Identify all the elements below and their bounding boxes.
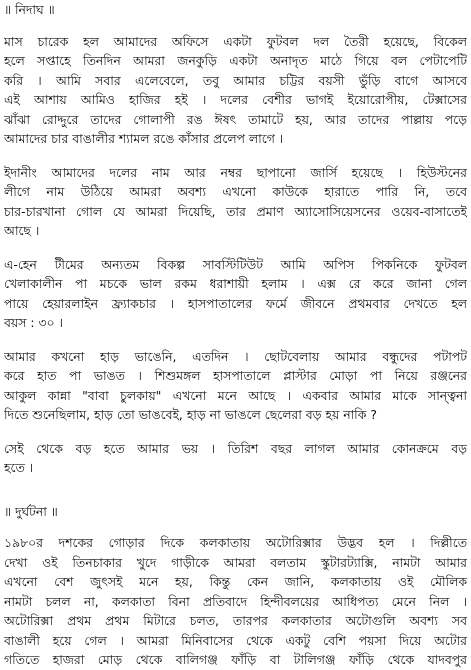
section-heading: ॥ দুর্ঘটনা ॥	[4, 503, 58, 519]
text-line: ১৯৮০র দশকের গোড়ার দিকে কলকাতায় অটোরিক্সার উদ্ভব হল । দিল্লীতে	[4, 535, 467, 550]
text-line: হতে ।	[4, 460, 34, 475]
text-line: নামটা চলল না, কলকাতা বিনা প্রতিবাদে হিন্দীবলয়ের আধিপত্য মেনে নিল ।	[4, 593, 467, 609]
text-line: বয়স : ৩০ ।	[4, 315, 63, 330]
text-line: এখনো বেশ জুৎসই মনে হয়, কিন্তু কেন জানি, কলকাতায় ওই মৌলিক	[4, 574, 467, 589]
text-line: গতিতে হাজরা মোড় থেকে বালিগঞ্জ ফাঁড়ি বা টালিগঞ্জ ফাঁড়ি থেকে যাদবপুর	[4, 652, 467, 667]
paragraph-growing-up	[4, 439, 467, 478]
text-line: আমাদের চার বাঙালীর শ্যামল রঙে কাঁসার প্রলেপ লাগে ।	[4, 131, 284, 146]
text-line: চার-চারখানা গোল যে আমরা দিয়েছি, তার প্রমাণ অ্যাসোসিয়েসনের ওয়েব-বাসাতেই	[4, 203, 467, 219]
paragraph-childhood	[4, 347, 467, 425]
text-line: এই আশায় আমিও হাজির হই । দলের বেশীর ভাগই ইয়োরোপীয়, টেক্সাসের	[4, 92, 467, 107]
text-line: ইদানীং আমাদের দলের নাম আর নম্বর ছাপানো জার্সি হয়েছে । হিউস্টনের	[4, 164, 467, 180]
section-heading: ॥ নিদাঘ ॥	[4, 2, 55, 17]
text-line: মাস চারেক হল আমাদের অফিসে একটা ফুটবল দল তৈরী হয়েছে, বিকেল	[4, 33, 467, 49]
text-line: অটোরিক্সা প্রথম প্রথম মিটারে চলত, তারপর কলকাতার অটোগুলি অবশ্য সব	[4, 613, 467, 628]
section-nidagh	[4, 0, 467, 478]
text-line: ঝাঁঝা রোদ্দুরে তাদের গোলাপী রঙ ঈষৎ তামাটে হয়, আর তাদের পাল্লায় পড়ে	[4, 111, 467, 127]
text-line: এ-হেন টীমের অন্যতম বিকল্প সাবস্টিটিউট আমি অপিস পিকনিকে ফুটবল	[4, 256, 467, 272]
paragraph-jersey-league	[4, 163, 467, 241]
paragraph-football-team	[4, 32, 467, 149]
paragraph-fracture	[4, 255, 467, 333]
text-line: সেই থেকে বড় হতে আমার ভয় । তিরিশ বছর লাগল আমার কোনক্রমে বড়	[4, 440, 467, 456]
text-line: দিতে শুনেছিলাম, হাড় তো ভাঙবেই, হাড় না ভাঙলে ছেলেরা বড় হয় নাকি ?	[4, 407, 377, 422]
text-line: আকুল কান্না "বাবা চুলকায়" এখনো মনে আছে । একবার আমার মাকে সান্ত্বনা	[4, 387, 467, 403]
paragraph-autorickshaw	[4, 533, 467, 670]
text-line: বাঙালী হয়ে গেল । আমরা মিনিবাসের থেকে একটু বেশি পয়সা দিয়ে অটোর	[4, 632, 467, 648]
text-line: করি । আমি সবার এলেবেলে, তবু আমার চট্টির বয়সী ভুঁড়ি বাগে আসবে	[4, 72, 467, 88]
text-line: আমার কখনো হাড় ভাঙেনি, এতদিন । ছোটবেলায় আমার বন্ধুদের পটাপট	[4, 348, 467, 364]
text-line: করে হাত পা ভাঙত । শিশুমঙ্গল হাসপাতালে প্লাস্টার মোড়া পা নিয়ে রঞ্জনের	[4, 368, 467, 383]
text-line: খেলাকালীন পা মচকে ভাল রকম ধরাশায়ী হলাম । এক্স রে করে জানা গেল	[4, 276, 467, 291]
text-line: লীগে নাম উঠিয়ে আমরা অবশ্য এখনো কাউকে হারাতে পারি নি, তবে	[4, 184, 467, 199]
text-line: দেখা ওই তিনচাকার খুদে গাড়ীকে আমরা বলতাম স্কুটারট্যাক্সি, নামটা আমার	[4, 554, 467, 570]
text-line: আছে ।	[4, 223, 40, 238]
text-line: পায়ে হেয়ারলাইন ফ্র্যাকচার । হাসপাতালের ফর্মে জীবনে প্রথমবার দেখতে হল	[4, 295, 467, 311]
text-line: হলে সপ্তাহে তিনদিন আমরা জনকুড়ি একটা অনাদৃত মাঠে গিয়ে বল পেটাপেটি	[4, 53, 467, 68]
section-durghatana	[4, 502, 467, 670]
